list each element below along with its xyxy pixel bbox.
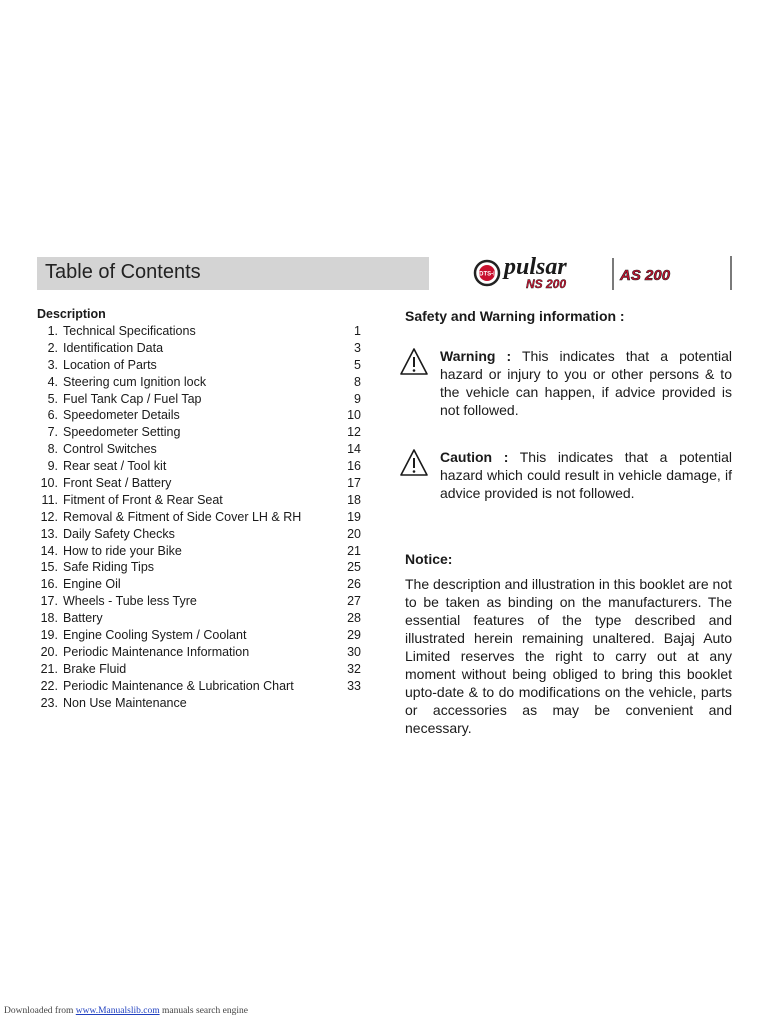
toc-item[interactable]: [37, 543, 363, 560]
toc-heading: Description: [37, 307, 106, 321]
brand-logos: [470, 252, 734, 294]
toc-item-number: 13.: [40, 526, 58, 541]
toc-item-number: 16.: [40, 577, 58, 592]
toc-item-page: 9: [354, 391, 361, 406]
toc-item[interactable]: [37, 441, 363, 458]
toc-item-title: Battery: [63, 611, 103, 626]
toc-item-page: 12: [347, 425, 361, 440]
toc-item[interactable]: [37, 661, 363, 678]
caution-triangle-icon: [399, 448, 429, 478]
toc-item-number: 11.: [41, 492, 58, 507]
toc-item-title: Fitment of Front & Rear Seat: [63, 492, 223, 507]
toc-item[interactable]: [37, 458, 363, 475]
toc-item-page: 30: [347, 644, 361, 659]
toc-item-number: 17.: [40, 594, 58, 609]
logo-ns200-text: NS 200: [526, 277, 567, 291]
toc-item-page: 33: [347, 678, 361, 693]
toc-item-number: 1.: [47, 324, 58, 338]
title-bar: [37, 257, 429, 290]
toc-item-page: 3: [354, 340, 361, 355]
toc-item-page: 19: [347, 509, 361, 524]
toc-item-title: How to ride your Bike: [63, 543, 182, 558]
warning-triangle-icon: [399, 347, 429, 377]
toc-item-title: Engine Cooling System / Coolant: [63, 628, 247, 643]
toc-item-page: 29: [347, 628, 361, 643]
toc-item-number: 3.: [47, 357, 58, 372]
toc-item-number: 18.: [40, 611, 58, 626]
toc-item-title: Removal & Fitment of Side Cover LH & RH: [63, 509, 302, 524]
toc-item-title: Rear seat / Tool kit: [63, 459, 167, 474]
toc-item-title: Speedometer Setting: [63, 425, 181, 440]
toc-item-number: 21.: [40, 661, 58, 676]
toc-item-page: 27: [347, 594, 361, 609]
toc-item-page: 20: [347, 526, 361, 541]
footer: [4, 1006, 248, 1016]
caution-label: Caution :: [440, 449, 509, 465]
toc-item[interactable]: [37, 492, 363, 509]
toc-item-title: Safe Riding Tips: [63, 560, 155, 575]
toc-item-page: 17: [347, 476, 361, 491]
toc-item-number: 5.: [47, 391, 58, 406]
toc-item-number: 23.: [40, 695, 58, 710]
toc-item[interactable]: [37, 526, 363, 543]
warning-label: Warning :: [440, 348, 512, 364]
toc-item-number: 19.: [40, 628, 58, 643]
toc-item-page: 10: [347, 408, 361, 423]
toc-item-number: 4.: [47, 374, 58, 389]
toc-item[interactable]: [37, 593, 363, 610]
toc-item-title: Wheels - Tube less Tyre: [63, 594, 197, 609]
toc-item-title: Identification Data: [63, 340, 164, 355]
toc-item-number: 6.: [47, 408, 58, 423]
toc-item-page: 14: [347, 442, 361, 457]
toc-item-title: Engine Oil: [63, 577, 121, 592]
toc-item-page: 21: [347, 543, 361, 558]
safety-title: Safety and Warning information :: [405, 308, 625, 324]
toc-item-title: Brake Fluid: [63, 661, 127, 676]
toc-item-number: 8.: [47, 442, 58, 457]
toc-item[interactable]: [37, 610, 363, 627]
page-title: Table of Contents: [45, 261, 201, 283]
caution-body: This indicates that a potential hazard which could result in vehicle damage, if advice provided is not followed.: [440, 449, 733, 501]
toc-item[interactable]: [37, 475, 363, 492]
footer-link[interactable]: www.Manualslib.com: [75, 1006, 160, 1016]
toc-item[interactable]: [37, 695, 363, 712]
toc-item-title: Location of Parts: [63, 357, 157, 372]
warning-block: [405, 347, 732, 419]
toc-item-number: 15.: [40, 560, 58, 575]
toc-item-title: Periodic Maintenance & Lubrication Chart: [63, 678, 294, 693]
toc-item-number: 14.: [40, 543, 58, 558]
footer-prefix: Downloaded from: [4, 1006, 76, 1016]
caution-text: [440, 448, 732, 502]
toc-item-title: Daily Safety Checks: [63, 526, 175, 541]
pulsar-logo: [475, 254, 567, 291]
toc-item-title: Fuel Tank Cap / Fuel Tap: [63, 391, 202, 406]
warning-body: This indicates that a potential hazard or injury to you or other persons & to the vehicle can happen, if advice provided is not followed.: [440, 348, 733, 418]
logo-badge-text: DTS-i: [479, 271, 495, 278]
toc-item-page: 5: [354, 357, 361, 372]
toc-item-page: 16: [347, 459, 361, 474]
logo-pulsar-text: pulsar: [504, 254, 567, 280]
toc-list: [37, 323, 363, 711]
toc-item-page: 32: [347, 661, 361, 676]
toc-item-page: 28: [347, 611, 361, 626]
caution-block: [405, 448, 732, 502]
logo-as200-text: AS 200: [620, 267, 671, 284]
toc-item[interactable]: [37, 678, 363, 695]
toc-item-title: Speedometer Details: [63, 408, 180, 423]
toc-item-number: 7.: [47, 425, 58, 440]
toc-item[interactable]: [37, 576, 363, 593]
toc-item-title: Control Switches: [63, 442, 157, 457]
toc-item-title: Non Use Maintenance: [63, 695, 187, 710]
toc-item[interactable]: [37, 340, 363, 357]
toc-item-title: Technical Specifications: [63, 324, 196, 338]
toc-item-number: 20.: [40, 644, 58, 659]
toc-item[interactable]: [37, 374, 363, 391]
toc-item-title: Steering cum Ignition lock: [63, 374, 207, 389]
toc-item[interactable]: [37, 391, 363, 408]
toc-item-number: 9.: [47, 459, 58, 474]
toc-item-page: 26: [347, 577, 361, 592]
toc-item-number: 22.: [40, 678, 58, 693]
toc-item[interactable]: [37, 627, 363, 644]
toc-item[interactable]: [37, 509, 363, 526]
notice-title: Notice:: [405, 551, 453, 567]
warning-text: [440, 347, 732, 419]
toc-item-number: 10.: [40, 476, 58, 491]
toc-item-page: 18: [347, 492, 361, 507]
toc-item[interactable]: [37, 424, 363, 441]
toc-item-page: 8: [354, 374, 361, 389]
toc-item-title: Front Seat / Battery: [63, 476, 172, 491]
toc-item[interactable]: [37, 559, 363, 576]
as200-logo: [619, 267, 671, 284]
toc-item[interactable]: [37, 644, 363, 661]
footer-suffix: manuals search engine: [159, 1006, 248, 1016]
safety-column: [405, 307, 733, 736]
notice-text: The description and illustration in this booklet are not to be taken as binding on the manufacturers. The essential features of the type described and illustrated herein remaining unaltered. Bajaj Auto Limited reserves the right to carry out at any moment without being obliged to bring this booklet upto-date & to do modifications on the vehicle, parts or accessories as may be convenient and necessary.: [405, 576, 732, 736]
toc-item-page: 1: [354, 324, 361, 338]
toc-item-title: Periodic Maintenance Information: [63, 644, 250, 659]
toc-item-number: 12.: [40, 509, 58, 524]
toc-item-number: 2.: [47, 340, 58, 355]
toc-item[interactable]: [37, 357, 363, 374]
toc-item-page: 25: [347, 560, 361, 575]
toc-item[interactable]: [37, 323, 363, 340]
toc-item[interactable]: [37, 407, 363, 424]
